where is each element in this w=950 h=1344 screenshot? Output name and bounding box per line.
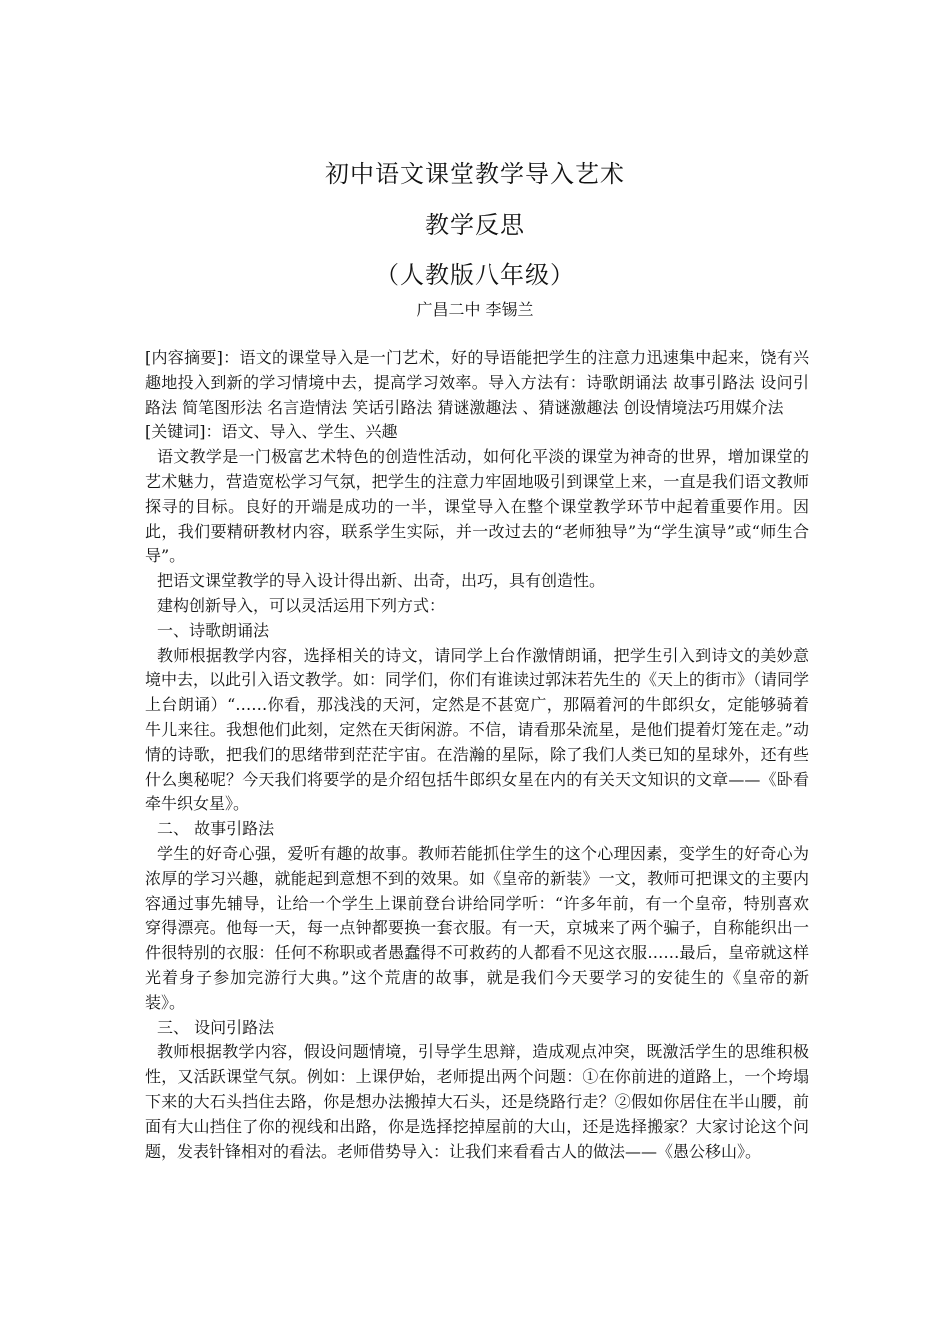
document-body [145,346,809,1164]
document-subtitle: 教学反思 [425,211,525,239]
keywords-paragraph: [关键词]：语文、导入、学生、兴趣 [145,422,398,442]
intro-paragraph: 语文教学是一门极富艺术特色的创造性活动，如何化平淡的课堂为神奇的世界，增加课堂的艺术魅力，营造宽松学习气氛，把学生的注意力牢固地吸引到课堂上来，一直是我们语文教师探寻的目标。良好的开端是成功的一半，课堂导入在整个课堂教学环节中起着重要作用。因此，我们要精研教材内容，联系学生实际，并一改过去的“老师独导”为“学生演导”或“师生合导”。 [145,447,809,566]
document-edition: （人教版八年级） [375,261,575,289]
document-author: 广昌二中 李锡兰 [416,300,534,319]
methods-intro-paragraph: 建构创新导入，可以灵活运用下列方式： [157,595,446,615]
section-heading-poetry: 一、诗歌朗诵法 [157,620,270,640]
poetry-paragraph: 教师根据教学内容，选择相关的诗文，请同学上台作激情朗诵，把学生引入到诗文的美妙意境中去，以此引入语文教学。如：同学们，你们有谁读过郭沫若先生的《天上的街市》（请同学上台朗诵）“……你看，那浅浅的天河，定然是不甚宽广，那隔着河的牛郎织女，定能够骑着牛儿来往。我想他们此刻，定然在天街闲游。不信，请看那朵流星，是他们提着灯笼在走。”动情的诗歌，把我们的思绪带到茫茫宇宙。在浩瀚的星际，除了我们人类已知的星球外，还有些什么奥秘呢？今天我们将要学的是介绍包括牛郎织女星在内的有关天文知识的文章——《卧看牵牛织女星》。 [145,645,810,814]
section-heading-story: 二、 故事引路法 [157,819,275,839]
story-paragraph: 学生的好奇心强，爱听有趣的故事。教师若能抓住学生的这个心理因素，变学生的好奇心为浓厚的学习兴趣，就能起到意想不到的效果。如《皇帝的新装》一文，教师可把课文的主要内容通过事先辅导，让给一个学生上课前登台讲给同学听：“许多年前，有一个皇帝，特别喜欢穿得漂亮。他每一天，每一点钟都要换一套衣服。有一天，京城来了两个骗子，自称能织出一件很特别的衣服：任何不称职或者愚蠢得不可救药的人都看不见这衣服……最后，皇帝就这样光着身子参加完游行大典。”这个荒唐的故事，就是我们今天要学习的安徒生的《皇帝的新装》。 [145,843,809,1012]
section-heading-question: 三、 设问引路法 [157,1017,275,1037]
design-paragraph: 把语文课堂教学的导入设计得出新、出奇，出巧，具有创造性。 [157,571,606,591]
abstract-paragraph: [内容摘要]：语文的课堂导入是一门艺术，好的导语能把学生的注意力迅速集中起来，饶有兴趣地投入到新的学习情境中去，提高学习效率。导入方法有：诗歌朗诵法 故事引路法 设问引路法 简笔图形法 名言造情法 笑话引路法 猜谜激趣法 、猜谜激趣法 创设情境法巧用媒介法 [145,348,809,417]
question-paragraph: 教师根据教学内容，假设问题情境，引导学生思辩，造成观点冲突，既激活学生的思维积极性，又活跃课堂气氛。例如：上课伊始，老师提出两个问题：①在你前进的道路上，一个垮塌下来的大石头挡住去路，你是想办法搬掉大石头，还是绕路行走？②假如你居住在半山腰，前面有大山挡住了你的视线和出路，你是选择挖掉屋前的大山，还是选择搬家？大家讨论这个问题，发表针锋相对的看法。老师借势导入：让我们来看看古人的做法——《愚公移山》。 [145,1042,809,1161]
document-title: 初中语文课堂教学导入艺术 [325,160,625,188]
